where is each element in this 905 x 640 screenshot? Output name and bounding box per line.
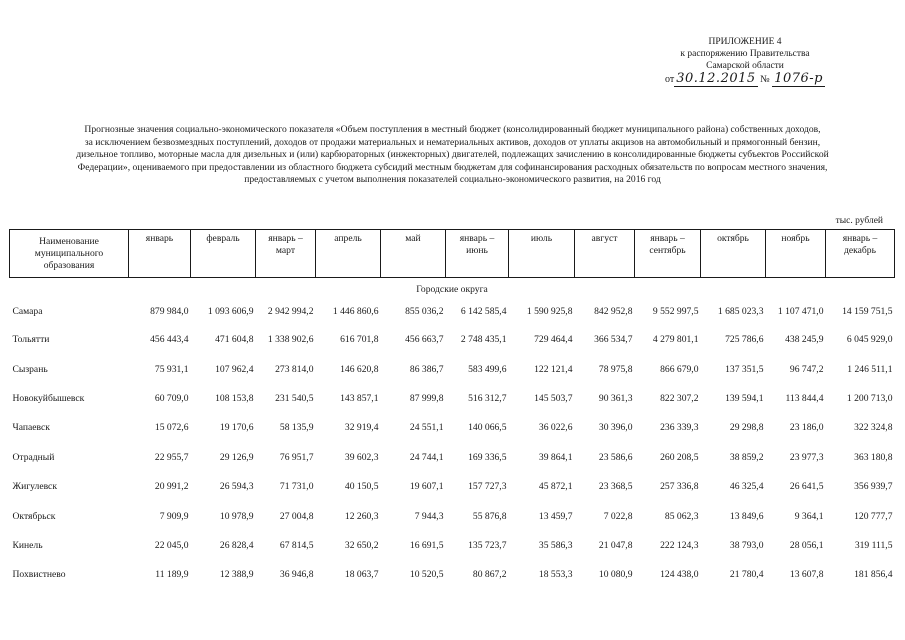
value-cell: 39 864,1 [538,451,573,463]
value-cell: 145 503,7 [534,392,573,404]
value-cell: 71 731,0 [279,481,314,493]
value-cell: 90 361,3 [598,392,633,404]
value-cell: 1 338 902,6 [267,334,314,346]
value-cell: 139 594,1 [725,392,764,404]
value-cell: 80 867,2 [472,569,507,581]
appendix-date-line [650,73,840,86]
value-cell: 725 786,6 [725,334,764,346]
value-cell: 23 186,0 [789,422,824,434]
value-cell: 842 952,8 [594,306,633,317]
value-cell: 22 045,0 [154,539,189,551]
value-cell: 729 464,4 [534,334,573,346]
units-label: тыс. рублей [835,216,883,226]
header-jan-jun: январь – июнь [446,230,509,278]
value-cell: 18 063,7 [344,569,379,581]
appendix-line-1: к распоряжению Правительства [680,49,810,59]
table-row [10,384,895,413]
table-header-row [10,230,895,278]
header-jan-dec: январь – декабрь [826,230,895,278]
value-cell: 29 126,9 [219,451,254,463]
table-row [10,413,895,442]
value-cell: 260 208,5 [660,451,699,463]
date-prefix: от [664,74,675,85]
value-cell: 29 298,8 [729,422,764,434]
value-cell: 1 446 860,6 [332,306,379,317]
municipality-name: Самара [12,306,43,317]
appendix-line-2: Самарской области [706,61,784,71]
value-cell: 11 189,9 [155,569,189,581]
value-cell: 516 312,7 [468,392,507,404]
value-cell: 7 909,9 [159,510,189,522]
value-cell: 7 022,8 [603,510,633,522]
table-row [10,531,895,560]
header-jul: июль [509,230,575,278]
document-title [10,124,895,187]
value-cell: 1 200 713,0 [846,392,893,404]
value-cell: 20 991,2 [154,481,189,493]
value-cell: 120 777,7 [854,510,893,522]
value-cell: 60 709,0 [154,392,189,404]
title-line-2: за исключением безвозмездных поступлений, доходов от продажи материальных и нематериальных активов, доходов от уплаты акцизов на автомобильный и прямогонный бензин, [84,136,821,148]
municipality-name: Похвистнево [12,569,66,581]
value-cell: 9 552 997,5 [652,306,699,317]
value-cell: 6 045 929,0 [846,334,893,346]
value-cell: 1 590 925,8 [526,306,573,317]
value-cell: 113 844,4 [785,392,824,404]
value-cell: 319 111,5 [854,539,893,551]
value-cell: 140 066,5 [468,422,507,434]
value-cell: 18 553,3 [538,569,573,581]
municipality-name: Кинель [12,539,43,551]
value-cell: 78 975,8 [598,363,633,375]
value-cell: 124 438,0 [660,569,699,581]
header-feb: февраль [191,230,256,278]
value-cell: 13 607,8 [789,569,824,581]
value-cell: 23 977,3 [789,451,824,463]
value-cell: 222 124,3 [660,539,699,551]
value-cell: 19 170,6 [219,422,254,434]
value-cell: 76 951,7 [279,451,314,463]
municipality-name: Тольятти [12,334,50,346]
value-cell: 1 093 606,9 [207,306,254,317]
value-cell: 10 520,5 [409,569,444,581]
value-cell: 146 620,8 [340,363,379,375]
header-jan-sep: январь – сентябрь [635,230,701,278]
value-cell: 24 551,1 [409,422,444,434]
header-aug: август [575,230,635,278]
value-cell: 36 946,8 [279,569,314,581]
value-cell: 21 780,4 [729,569,764,581]
value-cell: 24 744,1 [409,451,444,463]
value-cell: 46 325,4 [729,481,764,493]
value-cell: 879 984,0 [150,306,189,317]
value-cell: 13 849,6 [729,510,764,522]
value-cell: 257 336,8 [660,481,699,493]
value-cell: 12 260,3 [344,510,379,522]
title-line-1: Прогнозные значения социально-экономического показателя «Объем поступления в местный бюджет (консолидированный бюджет муниципального района) собственных доходов, [84,124,821,135]
municipality-name: Жигулевск [12,481,57,493]
value-cell: 85 062,3 [664,510,699,522]
municipality-name: Чапаевск [12,422,50,434]
value-cell: 12 388,9 [219,569,254,581]
value-cell: 23 368,5 [598,481,633,493]
value-cell: 19 607,1 [409,481,444,493]
municipality-name: Отрадный [12,451,55,463]
value-cell: 27 004,8 [279,510,314,522]
value-cell: 55 876,8 [472,510,507,522]
value-cell: 137 351,5 [725,363,764,375]
value-cell: 23 586,6 [598,451,633,463]
value-cell: 38 793,0 [729,539,764,551]
header-oct: октябрь [701,230,766,278]
value-cell: 135 723,7 [468,539,507,551]
table-row [10,354,895,383]
title-line-3: дизельное топливо, моторные масла для дизельных и (или) карбюраторных (инжекторных) двигателей, подлежащих зачислению в консолидированные бюджеты субъектов Российской [76,149,829,161]
table-row [10,325,895,354]
section-row [10,278,895,299]
title-line-4: Федерации», оцениваемого при предоставлении из областного бюджета субсидий местным бюджетам для софинансирования расходных обязательств по вопросам местного значения, [77,161,828,173]
data-table [9,229,895,590]
value-cell: 108 153,8 [215,392,254,404]
value-cell: 322 324,8 [854,422,893,434]
value-cell: 6 142 585,4 [460,306,507,317]
value-cell: 32 919,4 [344,422,379,434]
value-cell: 866 679,0 [660,363,699,375]
value-cell: 30 396,0 [598,422,633,434]
appendix-block [650,36,840,86]
value-cell: 15 072,6 [154,422,189,434]
value-cell: 75 931,1 [154,363,189,375]
value-cell: 16 691,5 [409,539,444,551]
value-cell: 363 180,8 [854,451,893,463]
value-cell: 4 279 801,1 [652,334,699,346]
value-cell: 583 499,6 [468,363,507,375]
table-row [10,560,895,589]
value-cell: 456 443,4 [150,334,189,346]
value-cell: 9 364,1 [794,510,824,522]
value-cell: 1 107 471,0 [777,306,824,317]
value-cell: 40 150,5 [344,481,379,493]
value-cell: 38 859,2 [729,451,764,463]
value-cell: 356 939,7 [854,481,893,493]
value-cell: 2 942 994,2 [267,306,314,317]
table-row [10,472,895,501]
value-cell: 273 814,0 [275,363,314,375]
value-cell: 21 047,8 [598,539,633,551]
value-cell: 39 602,3 [344,451,379,463]
header-nov: ноябрь [766,230,826,278]
header-jan: январь [129,230,191,278]
value-cell: 366 534,7 [594,334,633,346]
municipality-name: Октябрьск [12,510,56,522]
municipality-name: Сызрань [12,363,48,375]
value-cell: 10 978,9 [219,510,254,522]
value-cell: 236 339,3 [660,422,699,434]
value-cell: 10 080,9 [598,569,633,581]
value-cell: 28 056,1 [789,539,824,551]
handwritten-number: 1076-р [774,71,824,86]
value-cell: 616 701,8 [340,334,379,346]
value-cell: 143 857,1 [340,392,379,404]
value-cell: 32 650,2 [344,539,379,551]
value-cell: 13 459,7 [538,510,573,522]
value-cell: 14 159 751,5 [842,306,893,317]
municipality-name: Новокуйбышевск [12,392,85,404]
header-jan-mar: январь – март [256,230,316,278]
table-row [10,501,895,530]
header-may: май [381,230,446,278]
value-cell: 471 604,8 [215,334,254,346]
value-cell: 438 245,9 [785,334,824,346]
value-cell: 35 586,3 [538,539,573,551]
appendix-title: ПРИЛОЖЕНИЕ 4 [708,37,782,47]
value-cell: 169 336,5 [468,451,507,463]
number-sign: № [760,74,770,85]
value-cell: 96 747,2 [789,363,824,375]
value-cell: 456 663,7 [405,334,444,346]
value-cell: 107 962,4 [215,363,254,375]
value-cell: 58 135,9 [279,422,314,434]
header-name: Наименование муниципального образования [10,230,129,278]
value-cell: 231 540,5 [275,392,314,404]
value-cell: 67 814,5 [279,539,314,551]
value-cell: 36 022,6 [538,422,573,434]
value-cell: 1 685 023,3 [717,306,764,317]
value-cell: 87 999,8 [409,392,444,404]
value-cell: 22 955,7 [154,451,189,463]
value-cell: 26 594,3 [219,481,254,493]
section-label: Городские округа [416,283,488,295]
table-row [10,298,895,325]
value-cell: 855 036,2 [405,306,444,317]
value-cell: 822 307,2 [660,392,699,404]
title-line-5: предоставляемых с учетом выполнения показателей социально-экономического развития, на 2016 год [244,174,661,186]
table-row [10,443,895,472]
value-cell: 26 828,4 [219,539,254,551]
header-apr: апрель [316,230,381,278]
value-cell: 181 856,4 [854,569,893,581]
value-cell: 157 727,3 [468,481,507,493]
handwritten-date: 30.12.2015 [676,71,756,86]
value-cell: 1 246 511,1 [847,363,893,375]
value-cell: 86 386,7 [409,363,444,375]
value-cell: 26 641,5 [789,481,824,493]
value-cell: 2 748 435,1 [460,334,507,346]
value-cell: 7 944,3 [414,510,444,522]
value-cell: 122 121,4 [534,363,573,375]
value-cell: 45 872,1 [538,481,573,493]
